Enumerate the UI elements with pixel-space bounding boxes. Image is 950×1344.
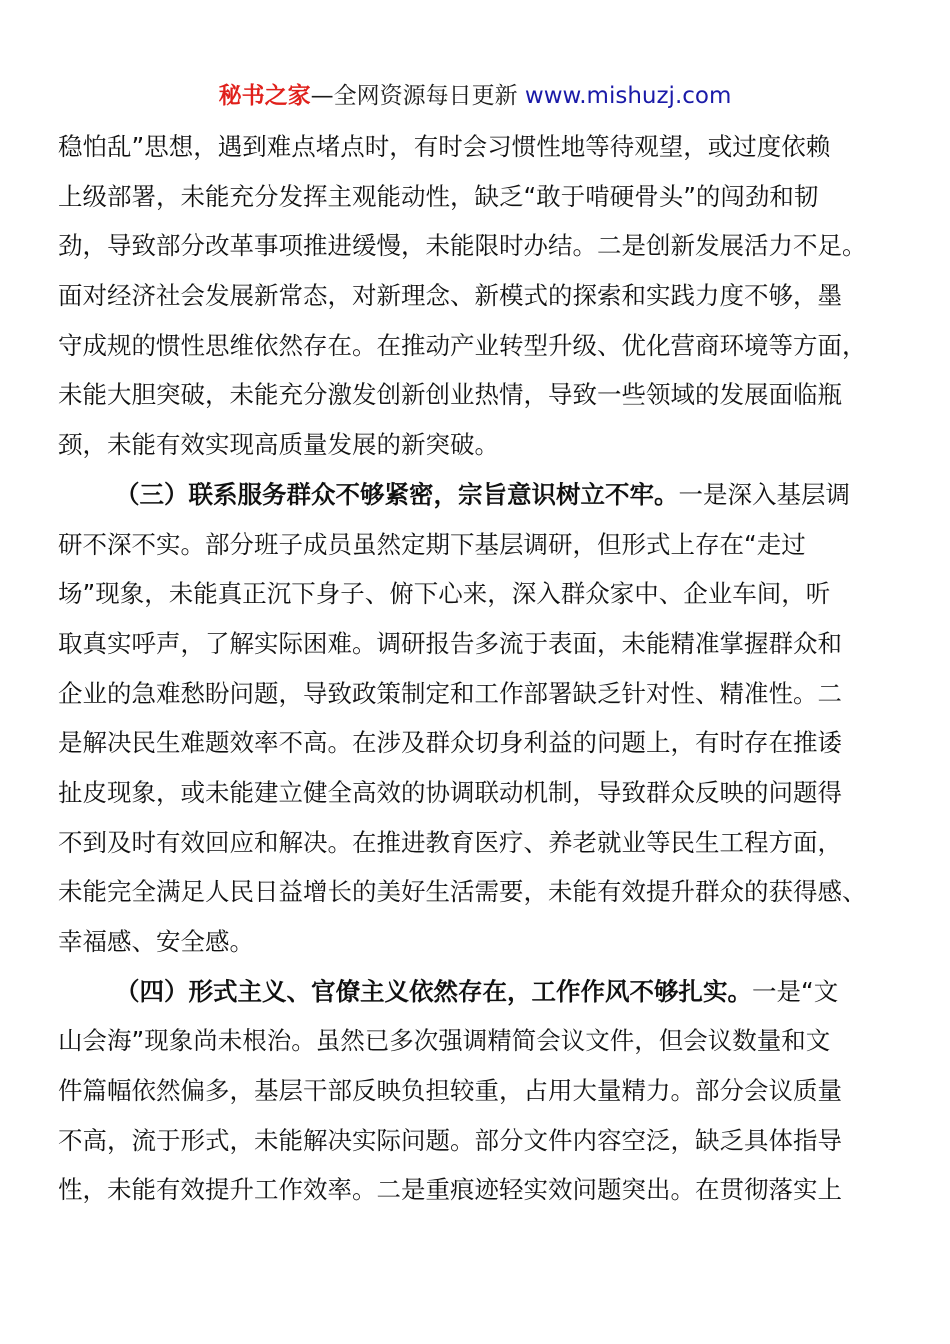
site-tagline: —全网资源每日更新 <box>310 83 518 109</box>
text-line: 不高，流于形式，未能解决实际问题。部分文件内容空泛，缺乏具体指导 <box>58 1125 842 1155</box>
site-url-link[interactable]: www.mishuzj.com <box>524 83 732 109</box>
text-line: 企业的急难愁盼问题，导致政策制定和工作部署缺乏针对性、精准性。二 <box>58 678 842 708</box>
text-line: 取真实呼声，了解实际困难。调研报告多流于表面，未能精准掌握群众和 <box>58 628 842 658</box>
text-line: 山会海”现象尚未根治。虽然已多次强调精简会议文件，但会议数量和文 <box>58 1026 831 1056</box>
text-line: 不到及时有效回应和解决。在推进教育医疗、养老就业等民生工程方面， <box>58 827 842 857</box>
text-line: 性，未能有效提升工作效率。二是重痕迹轻实效问题突出。在贯彻落实上 <box>58 1175 842 1205</box>
section-heading-line: （三）联系服务群众不够紧密，宗旨意识树立不牢。一是深入基层调 <box>115 479 850 509</box>
text-line: 稳怕乱”思想，遇到难点堵点时，有时会习惯性地等待观望，或过度依赖 <box>58 132 831 161</box>
section-heading-line: （四）形式主义、官僚主义依然存在，工作作风不够扎实。一是“文 <box>115 976 839 1006</box>
section-heading: （三）联系服务群众不够紧密，宗旨意识树立不牢。 <box>115 479 679 509</box>
text-line: 守成规的惯性思维依然存在。在推动产业转型升级、优化营商环境等方面， <box>58 330 867 360</box>
document-body <box>58 122 898 1215</box>
text-line: 面对经济社会发展新常态，对新理念、新模式的探索和实践力度不够，墨 <box>58 281 842 311</box>
text-line: 上级部署，未能充分发挥主观能动性，缺乏“敢于啃硬骨头”的闯劲和韧 <box>58 181 819 211</box>
text-line: 未能大胆突破，未能充分激发创新创业热情，导致一些领域的发展面临瓶 <box>58 380 842 410</box>
text-line: 幸福感、安全感。 <box>58 927 254 956</box>
text-line: 未能完全满足人民日益增长的美好生活需要，未能有效提升群众的获得感、 <box>58 877 867 907</box>
section-heading: （四）形式主义、官僚主义依然存在，工作作风不够扎实。 <box>115 976 752 1006</box>
site-brand: 秘书之家 <box>218 83 311 109</box>
text-line: 扯皮现象，或未能建立健全高效的协调联动机制，导致群众反映的问题得 <box>58 777 842 807</box>
text-line: 颈，未能有效实现高质量发展的新突破。 <box>58 430 499 460</box>
site-header <box>0 80 950 112</box>
text-line: 劲，导致部分改革事项推进缓慢，未能限时办结。二是创新发展活力不足。 <box>58 231 867 261</box>
text-line: 是解决民生难题效率不高。在涉及群众切身利益的问题上，有时存在推诿 <box>58 728 842 758</box>
text-line: 场”现象，未能真正沉下身子、俯下心来，深入群众家中、企业车间，听 <box>58 579 831 609</box>
text-line: 研不深不实。部分班子成员虽然定期下基层调研，但形式上存在“走过 <box>58 529 806 559</box>
text-line: 件篇幅依然偏多，基层干部反映负担较重，占用大量精力。部分会议质量 <box>58 1076 842 1106</box>
